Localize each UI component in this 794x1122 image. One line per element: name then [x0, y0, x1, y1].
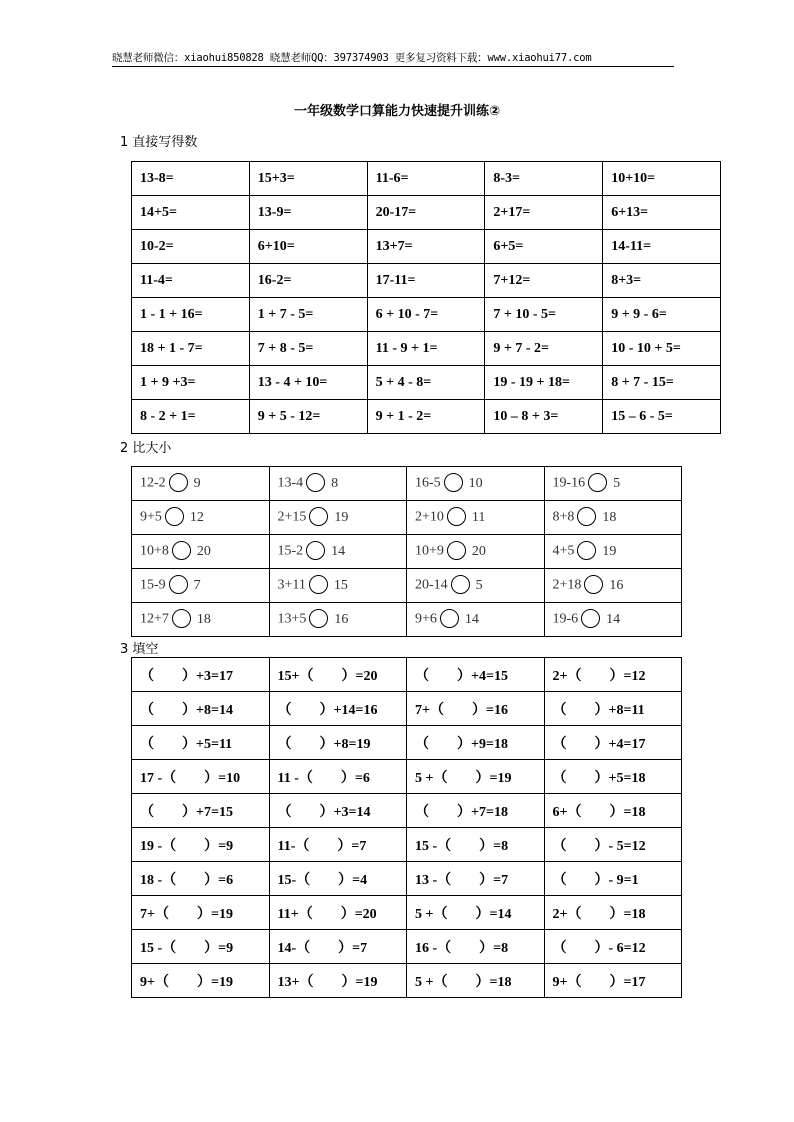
problem-cell: 17-11= — [367, 264, 485, 298]
fill-blank-cell: 2+（ ）=12 — [544, 658, 682, 692]
problem-cell: 8 + 7 - 15= — [603, 366, 721, 400]
compare-cell — [407, 467, 545, 501]
compare-left: 9+6 — [415, 611, 437, 627]
compare-circle — [309, 575, 328, 594]
section3-label: 3 填空 — [120, 642, 159, 657]
problem-cell: 14+5= — [132, 196, 250, 230]
fill-blank-cell: （ ）- 9=1 — [544, 862, 682, 896]
problem-cell: 1 + 7 - 5= — [249, 298, 367, 332]
compare-circle — [169, 473, 188, 492]
compare-cell — [544, 603, 682, 637]
compare-cell — [544, 569, 682, 603]
direct-answer-table — [131, 161, 721, 434]
compare-circle — [577, 541, 596, 560]
compare-left: 15-2 — [277, 543, 304, 559]
compare-circle — [447, 541, 466, 560]
table-row — [132, 569, 682, 603]
compare-right: 19 — [602, 543, 617, 559]
table-row — [132, 603, 682, 637]
compare-circle — [444, 473, 463, 492]
fill-blank-cell: （ ）+3=17 — [132, 658, 270, 692]
compare-left: 2+10 — [415, 509, 444, 525]
compare-cell — [407, 603, 545, 637]
fill-blank-cell: （ ）- 5=12 — [544, 828, 682, 862]
fill-blank-cell: （ ）- 6=12 — [544, 930, 682, 964]
fill-blank-cell: （ ）+14=16 — [269, 692, 407, 726]
fill-blank-cell: 5 +（ ）=19 — [407, 760, 545, 794]
compare-right: 18 — [196, 611, 211, 627]
table-row — [132, 501, 682, 535]
compare-left: 3+11 — [277, 577, 306, 593]
problem-cell: 9 + 5 - 12= — [249, 400, 367, 434]
compare-cell — [269, 501, 407, 535]
fill-blank-cell: 11+（ ）=20 — [269, 896, 407, 930]
problem-cell: 10 - 10 + 5= — [603, 332, 721, 366]
fill-blank-cell: 16 -（ ）=8 — [407, 930, 545, 964]
compare-left: 10+9 — [415, 543, 444, 559]
page-header: 晓慧老师微信：xiaohui850828 晓慧老师QQ：397374903 更多复习资料下载：www.xiaohui77.com — [112, 52, 592, 64]
table-row — [132, 862, 682, 896]
problem-cell: 5 + 4 - 8= — [367, 366, 485, 400]
fill-blank-cell: 14-（ ）=7 — [269, 930, 407, 964]
compare-cell — [269, 603, 407, 637]
fill-blank-cell: （ ）+7=18 — [407, 794, 545, 828]
compare-right: 5 — [613, 475, 621, 491]
problem-cell: 13+7= — [367, 230, 485, 264]
compare-cell — [269, 467, 407, 501]
compare-left: 4+5 — [552, 543, 575, 559]
fill-blank-cell: 6+（ ）=18 — [544, 794, 682, 828]
fill-blank-cell: （ ）+4=17 — [544, 726, 682, 760]
compare-left: 10+8 — [140, 543, 169, 559]
fill-blank-cell: 2+（ ）=18 — [544, 896, 682, 930]
problem-cell: 16-2= — [249, 264, 367, 298]
problem-cell: 1 + 9 +3= — [132, 366, 250, 400]
fill-blank-cell: 18 -（ ）=6 — [132, 862, 270, 896]
compare-left: 12-2 — [140, 475, 166, 491]
compare-right: 20 — [471, 543, 486, 559]
fill-blank-cell: （ ）+5=11 — [132, 726, 270, 760]
problem-cell: 9 + 1 - 2= — [367, 400, 485, 434]
fill-blank-cell: 15 -（ ）=8 — [407, 828, 545, 862]
compare-left: 13-4 — [277, 475, 304, 491]
table-row — [132, 400, 721, 434]
section1-label: 1 直接写得数 — [120, 135, 198, 150]
problem-cell: 13 - 4 + 10= — [249, 366, 367, 400]
fill-blank-cell: 15-（ ）=4 — [269, 862, 407, 896]
compare-circle — [309, 609, 328, 628]
compare-right: 7 — [193, 577, 201, 593]
section2-label: 2 比大小 — [120, 441, 172, 456]
compare-left: 16-5 — [415, 475, 441, 491]
compare-left: 15-9 — [140, 577, 166, 593]
problem-cell: 15 – 6 - 5= — [603, 400, 721, 434]
compare-right: 14 — [464, 611, 479, 627]
table-row — [132, 298, 721, 332]
fill-blank-cell: （ ）+3=14 — [269, 794, 407, 828]
fill-blank-cell: 5 +（ ）=18 — [407, 964, 545, 998]
compare-right: 16 — [334, 611, 349, 627]
problem-cell: 9 + 7 - 2= — [485, 332, 603, 366]
fill-blank-cell: 19 -（ ）=9 — [132, 828, 270, 862]
problem-cell: 19 - 19 + 18= — [485, 366, 603, 400]
fill-blank-cell: （ ）+7=15 — [132, 794, 270, 828]
compare-cell — [132, 501, 270, 535]
fill-blank-cell: （ ）+8=14 — [132, 692, 270, 726]
fill-blank-cell: 15+（ ）=20 — [269, 658, 407, 692]
fill-blank-cell: 9+（ ）=17 — [544, 964, 682, 998]
compare-cell — [269, 535, 407, 569]
compare-circle — [584, 575, 603, 594]
problem-cell: 6+13= — [603, 196, 721, 230]
fill-blank-cell: 11-（ ）=7 — [269, 828, 407, 862]
compare-circle — [581, 609, 600, 628]
compare-right: 5 — [475, 577, 483, 593]
compare-left: 8+8 — [552, 509, 575, 525]
compare-right: 14 — [606, 611, 621, 627]
table-row — [132, 658, 682, 692]
problem-cell: 13-8= — [132, 162, 250, 196]
compare-left: 20-14 — [415, 577, 448, 593]
compare-right: 15 — [333, 577, 348, 593]
compare-cell — [132, 467, 270, 501]
table-row — [132, 760, 682, 794]
compare-cell — [407, 569, 545, 603]
fill-blank-cell: （ ）+4=15 — [407, 658, 545, 692]
compare-left: 2+18 — [552, 577, 582, 593]
compare-circle — [169, 575, 188, 594]
compare-right: 10 — [468, 475, 483, 491]
fill-blank-cell: （ ）+8=11 — [544, 692, 682, 726]
compare-circle — [172, 541, 191, 560]
table-row — [132, 332, 721, 366]
fill-blank-cell: （ ）+8=19 — [269, 726, 407, 760]
problem-cell: 6+10= — [249, 230, 367, 264]
fill-blank-cell: 9+（ ）=19 — [132, 964, 270, 998]
problem-cell: 8-3= — [485, 162, 603, 196]
problem-cell: 10 – 8 + 3= — [485, 400, 603, 434]
fill-blank-cell: 7+（ ）=19 — [132, 896, 270, 930]
problem-cell: 18 + 1 - 7= — [132, 332, 250, 366]
table-row — [132, 535, 682, 569]
problem-cell: 13-9= — [249, 196, 367, 230]
compare-right: 20 — [196, 543, 211, 559]
problem-cell: 6+5= — [485, 230, 603, 264]
table-row — [132, 230, 721, 264]
compare-cell — [544, 535, 682, 569]
table-row — [132, 930, 682, 964]
compare-left: 12+7 — [140, 611, 169, 627]
table-row — [132, 726, 682, 760]
compare-circle — [440, 609, 459, 628]
problem-cell: 11-6= — [367, 162, 485, 196]
compare-left: 19-6 — [552, 611, 579, 627]
compare-table — [131, 466, 682, 637]
compare-left: 13+5 — [277, 611, 307, 627]
fill-blank-table — [131, 657, 682, 998]
problem-cell: 7+12= — [485, 264, 603, 298]
compare-circle — [306, 473, 325, 492]
problem-cell: 14-11= — [603, 230, 721, 264]
fill-blank-cell: 15 -（ ）=9 — [132, 930, 270, 964]
compare-cell — [544, 501, 682, 535]
table-row — [132, 196, 721, 230]
problem-cell: 8+3= — [603, 264, 721, 298]
compare-circle — [172, 609, 191, 628]
compare-cell — [269, 569, 407, 603]
compare-circle — [577, 507, 596, 526]
compare-circle — [306, 541, 325, 560]
problem-cell: 7 + 10 - 5= — [485, 298, 603, 332]
compare-right: 12 — [189, 509, 204, 525]
compare-left: 2+15 — [277, 509, 307, 525]
fill-blank-cell: 13+（ ）=19 — [269, 964, 407, 998]
fill-blank-cell: （ ）+9=18 — [407, 726, 545, 760]
problem-cell: 10+10= — [603, 162, 721, 196]
table-row — [132, 467, 682, 501]
fill-blank-cell: 5 +（ ）=14 — [407, 896, 545, 930]
compare-cell — [132, 569, 270, 603]
compare-right: 9 — [193, 475, 201, 491]
fill-blank-cell: 13 -（ ）=7 — [407, 862, 545, 896]
problem-cell: 20-17= — [367, 196, 485, 230]
problem-cell: 6 + 10 - 7= — [367, 298, 485, 332]
compare-right: 16 — [609, 577, 624, 593]
problem-cell: 9 + 9 - 6= — [603, 298, 721, 332]
fill-blank-cell: 17 -（ ）=10 — [132, 760, 270, 794]
problem-cell: 11-4= — [132, 264, 250, 298]
fill-blank-cell: 11 -（ ）=6 — [269, 760, 407, 794]
problem-cell: 8 - 2 + 1= — [132, 400, 250, 434]
fill-blank-cell: 7+（ ）=16 — [407, 692, 545, 726]
compare-circle — [309, 507, 328, 526]
problem-cell: 11 - 9 + 1= — [367, 332, 485, 366]
compare-cell — [132, 603, 270, 637]
problem-cell: 10-2= — [132, 230, 250, 264]
table-row — [132, 964, 682, 998]
compare-left: 9+5 — [140, 509, 162, 525]
compare-left: 19-16 — [552, 475, 586, 491]
table-row — [132, 366, 721, 400]
compare-circle — [588, 473, 607, 492]
table-row — [132, 794, 682, 828]
compare-cell — [407, 535, 545, 569]
table-row — [132, 828, 682, 862]
compare-right: 18 — [602, 509, 617, 525]
compare-cell — [544, 467, 682, 501]
table-row — [132, 692, 682, 726]
problem-cell: 2+17= — [485, 196, 603, 230]
problem-cell: 7 + 8 - 5= — [249, 332, 367, 366]
compare-cell — [407, 501, 545, 535]
problem-cell: 1 - 1 + 16= — [132, 298, 250, 332]
compare-circle — [165, 507, 184, 526]
compare-right: 14 — [331, 543, 346, 559]
compare-right: 11 — [471, 509, 486, 525]
compare-right: 19 — [334, 509, 349, 525]
header-divider — [112, 66, 674, 67]
table-row — [132, 264, 721, 298]
page-title: 一年级数学口算能力快速提升训练② — [293, 104, 500, 119]
compare-cell — [132, 535, 270, 569]
table-row — [132, 162, 721, 196]
compare-right: 8 — [331, 475, 339, 491]
compare-circle — [447, 507, 466, 526]
table-row — [132, 896, 682, 930]
compare-circle — [451, 575, 470, 594]
fill-blank-cell: （ ）+5=18 — [544, 760, 682, 794]
problem-cell: 15+3= — [249, 162, 367, 196]
